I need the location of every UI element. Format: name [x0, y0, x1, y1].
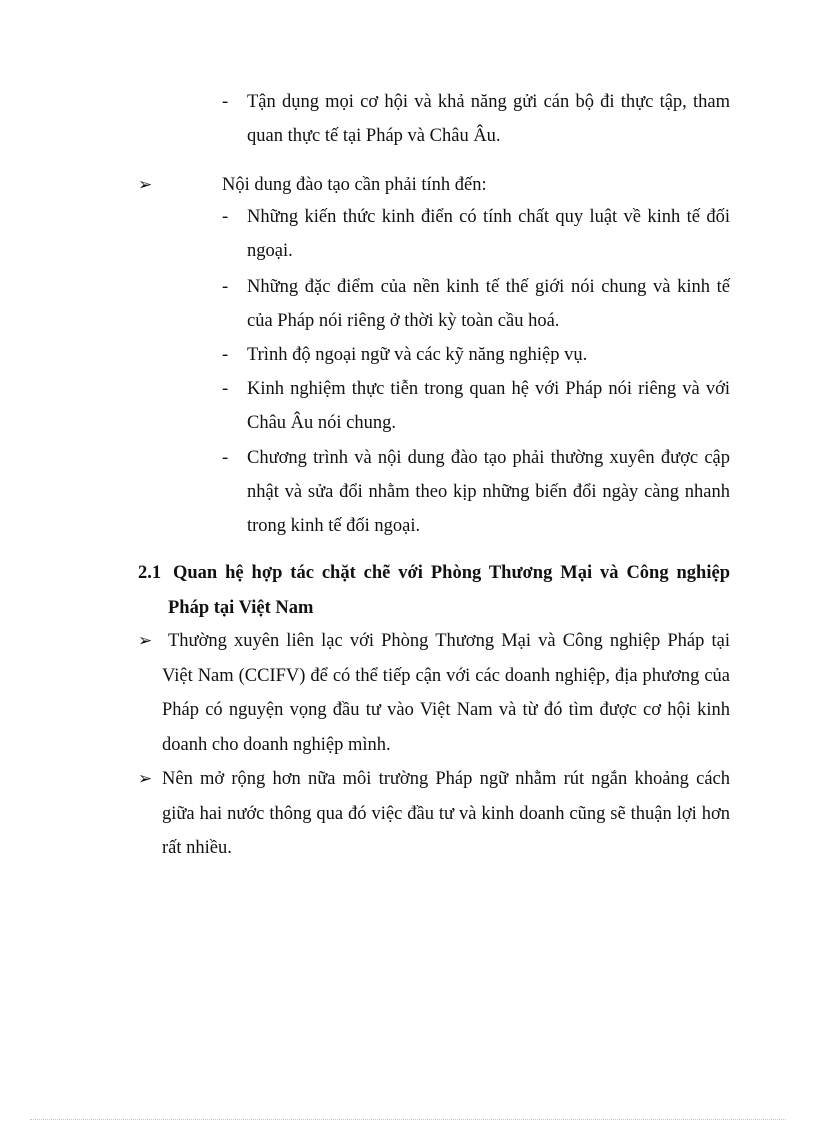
list-item: [222, 85, 730, 153]
list-item-text: Tận dụng mọi cơ hội và khả năng gửi cán bộ đi thực tập, tham quan thực tế tại Pháp và Châu Âu.: [247, 92, 730, 146]
paragraph: Thường xuyên liên lạc với Phòng Thương Mại và Công nghiệp Pháp tại Việt Nam (CCIFV) để có thể tiếp cận với các doanh nghiệp, địa phương của Pháp có nguyện vọng đầu tư vào Việt Nam và từ đó tìm được cơ hội kinh doanh cho doanh nghiệp mình.: [162, 631, 730, 755]
dash-bullet: -: [222, 345, 229, 365]
section-number: 2.1: [138, 563, 162, 583]
list-item-text: Chương trình và nội dung đào tạo phải thường xuyên được cập nhật và sửa đổi nhằm theo kịp những biến đổi ngày càng nhanh trong kinh tế đối ngoại.: [247, 448, 730, 536]
list-item: [222, 372, 730, 440]
dash-bullet: -: [222, 277, 229, 297]
list-item: [222, 441, 730, 543]
list-item-text: Kinh nghiệm thực tiễn trong quan hệ với Pháp nói riêng và với Châu Âu nói chung.: [247, 379, 730, 433]
paragraph: Nên mở rộng hơn nữa môi trường Pháp ngữ nhằm rút ngắn khoảng cách giữa hai nước thông qua đó việc đầu tư và kinh doanh cũng sẽ thuận lợi hơn rất nhiều.: [162, 769, 730, 858]
list-item: [222, 338, 730, 372]
training-intro: Nội dung đào tạo cần phải tính đến:: [222, 175, 487, 195]
list-item: [222, 270, 730, 338]
arrow-bullet-icon: ➢: [138, 769, 153, 788]
dash-bullet: -: [222, 92, 229, 112]
arrow-bullet-icon: ➢: [138, 631, 153, 650]
list-item-text: Những đặc điểm của nền kinh tế thế giới nói chung và kinh tế của Pháp nói riêng ở thời kỳ toàn cầu hoá.: [247, 277, 730, 331]
list-item-text: Những kiến thức kinh điển có tính chất quy luật về kinh tế đối ngoại.: [247, 207, 730, 261]
section-heading: [138, 556, 730, 626]
dash-bullet: -: [222, 207, 229, 227]
list-item: [222, 200, 730, 268]
list-item-text: Trình độ ngoại ngữ và các kỹ năng nghiệp vụ.: [247, 345, 588, 365]
section-title: Quan hệ hợp tác chặt chẽ với Phòng Thương Mại và Công nghiệp Pháp tại Việt Nam: [168, 563, 730, 618]
arrow-bullet-icon: ➢: [138, 175, 153, 194]
page-bottom-divider: [30, 1119, 786, 1120]
dash-bullet: -: [222, 448, 229, 468]
dash-bullet: -: [222, 379, 229, 399]
